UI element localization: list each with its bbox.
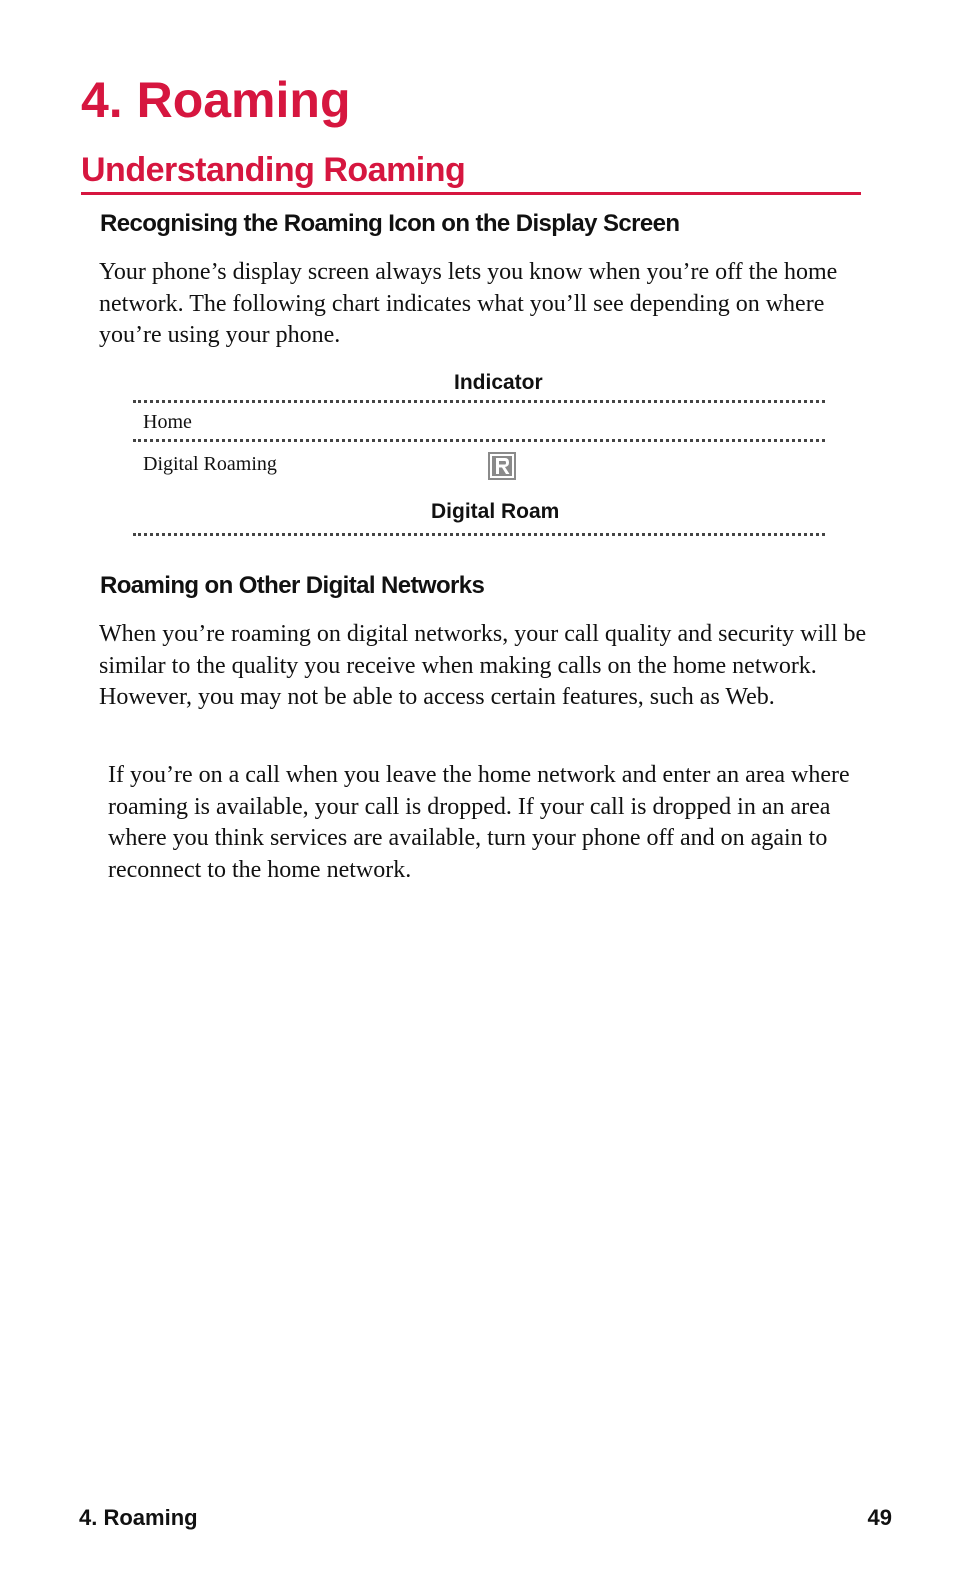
section-divider	[81, 192, 861, 195]
table-row-home-label: Home	[143, 411, 192, 433]
digital-networks-paragraph: When you’re roaming on digital networks, your call quality and security will be similar to the quality you receive when making calls on the home network. However, you may not be able to access certain features, such as Web.	[99, 621, 867, 710]
table-divider	[133, 400, 825, 403]
table-row-digital-roaming-label: Digital Roaming	[143, 453, 277, 475]
table-column-header: Indicator	[454, 371, 543, 394]
chapter-title: 4. Roaming	[81, 72, 351, 128]
table-divider	[133, 533, 825, 536]
sub-heading-other-networks: Roaming on Other Digital Networks	[100, 572, 485, 599]
roaming-r-icon	[488, 452, 516, 480]
section-title: Understanding Roaming	[81, 151, 466, 189]
footer-section-name: 4. Roaming	[79, 1505, 198, 1530]
table-divider	[133, 439, 825, 442]
intro-paragraph: Your phone’s display screen always lets you know when you’re off the home network. The following chart indicates what you’ll see depending on where you’re using your phone.	[99, 259, 838, 348]
table-caption: Digital Roam	[431, 500, 560, 523]
sub-heading-roaming-icon: Recognising the Roaming Icon on the Display Screen	[100, 210, 680, 237]
call-dropped-paragraph: If you’re on a call when you leave the home network and enter an area where roaming is available, your call is dropped. If your call is dropped in an area where you think services are available, turn your phone off and on again to reconnect to the home network.	[108, 762, 850, 883]
footer-page-number: 49	[867, 1505, 892, 1530]
